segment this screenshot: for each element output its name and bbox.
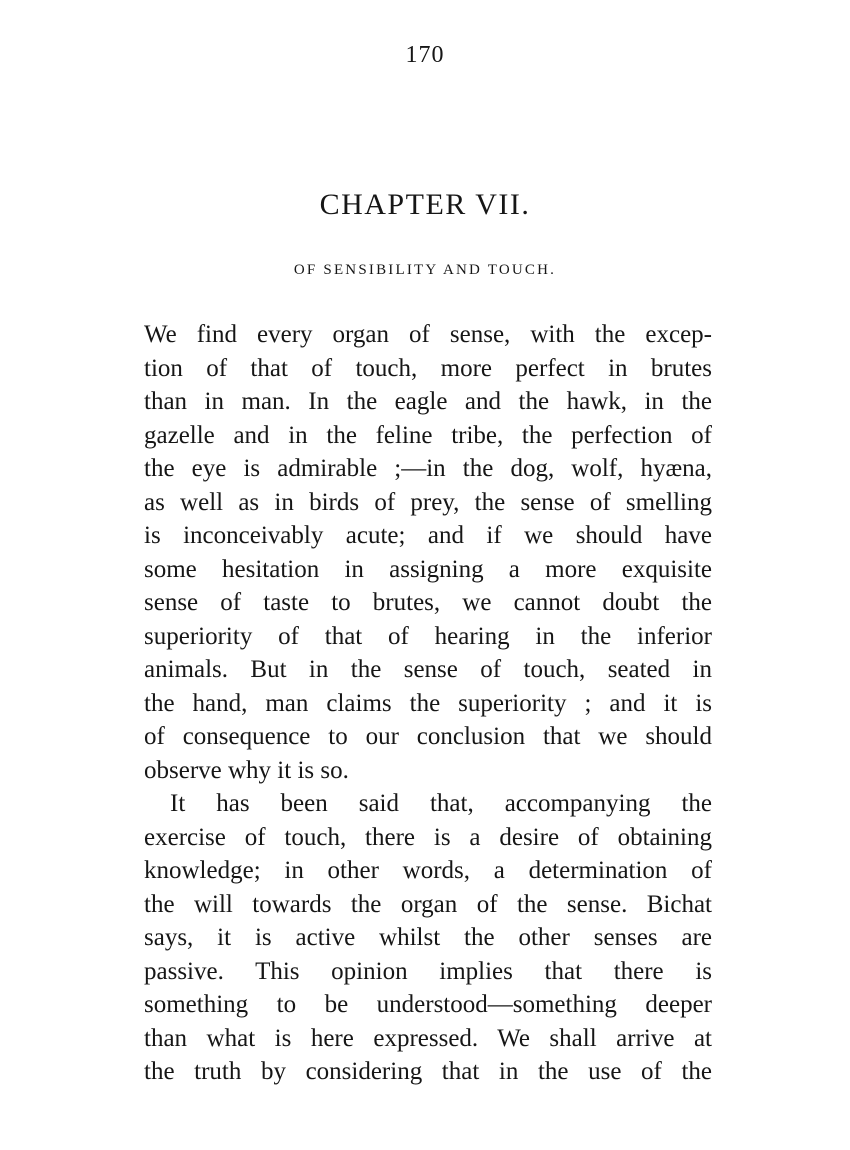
text-line: animals. But in the sense of touch, seated in xyxy=(144,656,712,683)
text-line: knowledge; in other words, a determination of xyxy=(144,857,712,884)
text-line: superiority of that of hearing in the inferior xyxy=(144,622,712,650)
text-line: observe why it is so. xyxy=(144,756,349,784)
text-line: something to be understood—something deeper xyxy=(144,991,712,1018)
page-number: 170 xyxy=(405,42,445,68)
text-line: is inconceivably acute; and if we should have xyxy=(144,522,712,549)
text-line: sense of taste to brutes, we cannot doubt the xyxy=(144,589,712,616)
text-line: exercise of touch, there is a desire of obtaining xyxy=(144,823,712,851)
text-line: It has been said that, accompanying the xyxy=(170,790,712,817)
text-line: some hesitation in assigning a more exquisite xyxy=(144,555,712,583)
text-line: as well as in birds of prey, the sense of smelling xyxy=(144,488,712,516)
text-line: passive. This opinion implies that there is xyxy=(144,957,712,985)
chapter-subtitle: OF SENSIBILITY AND TOUCH. xyxy=(293,262,557,278)
text-line: says, it is active whilst the other senses are xyxy=(144,924,712,951)
text-line: We find every organ of sense, with the excep- xyxy=(144,321,712,348)
text-line: tion of that of touch, more perfect in brutes xyxy=(144,354,712,382)
text-line: gazelle and in the feline tribe, the perfection of xyxy=(144,421,712,449)
chapter-title: CHAPTER VII. xyxy=(319,188,531,221)
text-line: the will towards the organ of the sense. Bichat xyxy=(144,890,712,918)
text-line: of consequence to our conclusion that we should xyxy=(144,723,712,750)
text-line: the truth by considering that in the use of the xyxy=(144,1058,712,1085)
body-text xyxy=(144,318,712,1089)
text-line: than in man. In the eagle and the hawk, in the xyxy=(144,388,712,415)
paragraph-1 xyxy=(144,318,712,787)
text-line: the hand, man claims the superiority ; and it is xyxy=(144,689,712,717)
text-line: than what is here expressed. We shall arrive at xyxy=(144,1024,712,1052)
paragraph-2 xyxy=(144,787,712,1089)
text-line: the eye is admirable ;—in the dog, wolf, hyæna, xyxy=(144,455,712,482)
